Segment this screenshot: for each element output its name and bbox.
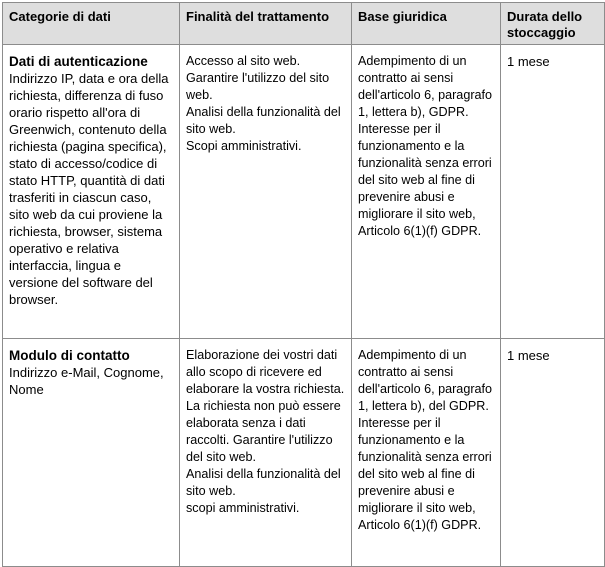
category-description: Indirizzo IP, data e ora della richiesta, differenza di fuso orario rispetto all'ora di Greenwich, contenuto della richiesta (pagina specifica), stato di accesso/codice di stato HTTP, quantità di dati trasferiti in ciascun caso, sito web da cui proviene la richiesta, browser, sistema operativo e relativa interfaccia, lingua e versione del software del browser. (9, 71, 169, 307)
legal-basis-cell (352, 45, 501, 339)
purpose-line: Accesso al sito web. (186, 54, 301, 68)
header-legal-basis: Base giuridica (352, 3, 501, 45)
header-duration: Durata dello stoccaggio (501, 3, 605, 45)
purpose-line: Elaborazione dei vostri dati allo scopo di ricevere ed elaborare la vostra richiesta. La richiesta non può essere elaborata senza i dati raccolti. Garantire l'utilizzo del sito web. (186, 348, 345, 464)
header-row (3, 3, 605, 45)
category-cell (3, 339, 180, 567)
duration-cell: 1 mese (501, 45, 605, 339)
data-processing-table (2, 2, 605, 567)
category-title: Modulo di contatto (9, 348, 130, 363)
header-purpose: Finalità del trattamento (180, 3, 352, 45)
purpose-line: Scopi amministrativi. (186, 139, 302, 153)
purpose-line: Garantire l'utilizzo del sito web. (186, 71, 330, 102)
purpose-cell (180, 339, 352, 567)
category-description: Indirizzo e-Mail, Cognome, Nome (9, 365, 164, 397)
header-categories: Categorie di dati (3, 3, 180, 45)
legal-basis-line: Adempimento di un contratto ai sensi dell'articolo 6, paragrafo 1, lettera b), del GDPR. (358, 348, 493, 413)
purpose-line: Analisi della funzionalità del sito web. (186, 105, 341, 136)
purpose-line: scopi amministrativi. (186, 501, 300, 515)
category-cell (3, 45, 180, 339)
table-row (3, 339, 605, 567)
category-title: Dati di autenticazione (9, 54, 148, 69)
purpose-line: Analisi della funzionalità del sito web. (186, 467, 341, 498)
legal-basis-line: Adempimento di un contratto ai sensi dell'articolo 6, paragrafo 1, lettera b), GDPR. (358, 54, 493, 119)
purpose-cell (180, 45, 352, 339)
duration-cell: 1 mese (501, 339, 605, 567)
table-row (3, 45, 605, 339)
legal-basis-cell (352, 339, 501, 567)
legal-basis-line: Interesse per il funzionamento e la funzionalità senza errori del sito web al fine di prevenire abusi e migliorare il sito web, Articolo 6(1)(f) GDPR. (358, 416, 492, 532)
legal-basis-line: Interesse per il funzionamento e la funzionalità senza errori del sito web al fine di prevenire abusi e migliorare il sito web, Articolo 6(1)(f) GDPR. (358, 122, 492, 238)
